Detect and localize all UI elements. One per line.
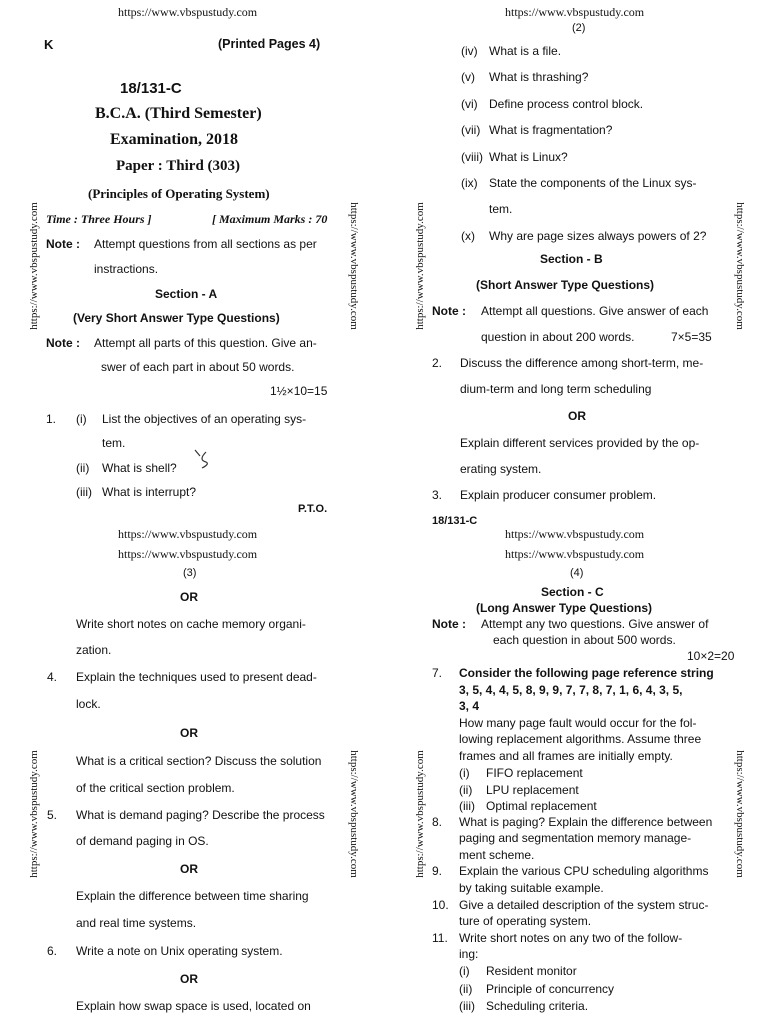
- watermark-url-vertical: https://www.vbspustudy.com: [27, 750, 40, 878]
- watermark-url-vertical: https://www.vbspustudy.com: [347, 202, 360, 330]
- list-item: Principle of concurrency: [486, 981, 615, 996]
- or-separator: OR: [180, 590, 198, 604]
- list-item: FIFO replacement: [486, 766, 583, 780]
- section-b-type: (Short Answer Type Questions): [476, 278, 655, 292]
- marks-distribution: 7×5=35: [671, 330, 712, 344]
- course-title: B.C.A. (Third Semester): [95, 105, 262, 122]
- list-item: State the components of the Linux sys-: [489, 176, 697, 190]
- list-item: What is fragmentation?: [489, 123, 613, 138]
- sub-question-number: (vi): [461, 96, 478, 111]
- note-label: Note :: [432, 617, 466, 631]
- section-c-heading: Section - C: [541, 585, 604, 599]
- section-b-heading: Section - B: [540, 252, 603, 266]
- question-text: Give a detailed description of the system struc-: [459, 898, 709, 912]
- question-text: ment scheme.: [459, 848, 535, 862]
- question-text: Explain the various CPU scheduling algorithms: [459, 864, 709, 878]
- note-label: Note :: [46, 336, 80, 350]
- page-letter: K: [44, 37, 54, 52]
- question-text: What is demand paging? Describe the process: [76, 808, 325, 822]
- sub-question-number: (i): [459, 766, 470, 780]
- question-text: paging and segmentation memory manage-: [459, 831, 692, 845]
- or-separator: OR: [180, 726, 198, 740]
- note-label: Note :: [46, 237, 80, 251]
- question-number: 10.: [432, 898, 449, 912]
- note-text: each question in about 500 words.: [493, 633, 676, 647]
- sub-question-number: (ii): [459, 782, 473, 797]
- list-item: tem.: [489, 202, 513, 217]
- pto-label: P.T.O.: [298, 503, 328, 515]
- question-text: ture of operating system.: [459, 914, 592, 928]
- note-text: question in about 200 words.: [481, 330, 635, 344]
- question-text: and real time systems.: [76, 916, 197, 930]
- page-number: (3): [183, 567, 197, 579]
- note-text: instractions.: [94, 262, 159, 276]
- question-text: erating system.: [460, 462, 542, 476]
- sub-question-number: (iii): [459, 799, 475, 813]
- or-separator: OR: [180, 862, 198, 876]
- question-number: 9.: [432, 864, 443, 878]
- list-item: Resident monitor: [486, 964, 577, 978]
- question-text: zation.: [76, 643, 112, 657]
- sub-question-number: (iii): [76, 485, 92, 499]
- watermark-url: https://www.vbspustudy.com: [505, 547, 645, 561]
- paper-title: Paper : Third (303): [116, 158, 241, 174]
- question-number: 4.: [47, 670, 58, 684]
- sub-question-number: (x): [461, 228, 475, 243]
- question-number: 8.: [432, 815, 443, 829]
- question-text: ing:: [459, 947, 479, 961]
- question-text: What is interrupt?: [102, 485, 197, 499]
- handwritten-mark: [192, 446, 212, 470]
- question-text: Explain the difference between time sharing: [76, 889, 309, 903]
- question-text: 3, 5, 4, 4, 5, 8, 9, 9, 7, 7, 8, 7, 1, 6, 4, 3, 5,: [459, 683, 683, 697]
- question-text: How many page fault would occur for the fol-: [459, 716, 697, 730]
- question-number: 2.: [432, 356, 443, 370]
- watermark-url: https://www.vbspustudy.com: [505, 5, 645, 19]
- question-text: tem.: [102, 436, 126, 450]
- sub-question-number: (v): [461, 70, 475, 85]
- list-item: What is Linux?: [489, 149, 568, 164]
- or-separator: OR: [568, 409, 586, 423]
- list-item: Optimal replacement: [486, 799, 597, 813]
- question-text: List the objectives of an operating sys-: [102, 412, 307, 426]
- question-text: Write short notes on any two of the follow-: [459, 931, 683, 945]
- watermark-url-vertical: https://www.vbspustudy.com: [27, 202, 40, 330]
- question-text: Discuss the difference among short-term, me-: [460, 356, 704, 370]
- page-number: (4): [570, 567, 584, 579]
- or-separator: OR: [180, 972, 198, 986]
- subject-title: (Principles of Operating System): [88, 186, 270, 201]
- printed-pages: (Printed Pages 4): [218, 37, 321, 51]
- watermark-url: https://www.vbspustudy.com: [505, 527, 645, 541]
- footer-code: 18/131-C: [432, 515, 478, 527]
- question-number: 1.: [46, 412, 57, 426]
- watermark-url: https://www.vbspustudy.com: [118, 5, 258, 19]
- question-text: of the critical section problem.: [76, 781, 235, 795]
- note-text: Attempt questions from all sections as per: [94, 237, 317, 251]
- question-number: 5.: [47, 808, 58, 822]
- question-text: Consider the following page reference string: [459, 666, 714, 680]
- question-text: lock.: [76, 697, 101, 711]
- section-a-type: (Very Short Answer Type Questions): [73, 311, 280, 325]
- question-text: of demand paging in OS.: [76, 834, 209, 848]
- question-number: 7.: [432, 666, 443, 680]
- list-item: Define process control block.: [489, 96, 644, 111]
- list-item: What is thrashing?: [489, 70, 589, 85]
- sub-question-number: (i): [76, 412, 87, 426]
- section-c-type: (Long Answer Type Questions): [476, 601, 653, 615]
- time-label: Time : Three Hours ]: [46, 212, 152, 226]
- list-item: Why are page sizes always powers of 2?: [489, 228, 707, 243]
- question-text: lowing replacement algorithms. Assume three: [459, 732, 702, 746]
- question-text: 3, 4: [459, 699, 480, 713]
- sub-question-number: (ix): [461, 176, 478, 190]
- question-text: What is shell?: [102, 461, 177, 475]
- question-text: What is a critical section? Discuss the solution: [76, 754, 322, 768]
- sub-question-number: (iii): [459, 999, 475, 1013]
- watermark-url-vertical: https://www.vbspustudy.com: [733, 750, 746, 878]
- sub-question-number: (i): [459, 964, 470, 978]
- marks-distribution: 1½×10=15: [270, 384, 328, 398]
- watermark-url-vertical: https://www.vbspustudy.com: [413, 202, 426, 330]
- question-text: Explain how swap space is used, located on: [76, 999, 311, 1013]
- question-text: frames and all frames are initially empty.: [459, 749, 673, 763]
- question-text: dium-term and long term scheduling: [460, 382, 652, 396]
- question-text: Explain the techniques used to present dead-: [76, 670, 317, 684]
- list-item: What is a file.: [489, 44, 562, 58]
- question-text: Write short notes on cache memory organi-: [76, 617, 306, 631]
- question-number: 11.: [432, 931, 448, 945]
- question-text: by taking suitable example.: [459, 881, 604, 895]
- note-text: swer of each part in about 50 words.: [101, 360, 295, 374]
- paper-code: 18/131-C: [120, 80, 182, 97]
- exam-title: Examination, 2018: [110, 131, 239, 148]
- note-text: Attempt all questions. Give answer of each: [481, 304, 709, 318]
- section-a-heading: Section - A: [155, 287, 218, 301]
- question-number: 6.: [47, 944, 58, 958]
- list-item: Scheduling criteria.: [486, 999, 589, 1013]
- watermark-url-vertical: https://www.vbspustudy.com: [347, 750, 360, 878]
- watermark-url-vertical: https://www.vbspustudy.com: [413, 750, 426, 878]
- marks-distribution: 10×2=20: [687, 649, 735, 663]
- sub-question-number: (iv): [461, 44, 478, 58]
- list-item: LPU replacement: [486, 782, 579, 797]
- watermark-url-vertical: https://www.vbspustudy.com: [733, 202, 746, 330]
- sub-question-number: (ii): [459, 981, 473, 996]
- page-number: (2): [572, 22, 586, 34]
- note-text: Attempt all parts of this question. Give an-: [94, 336, 317, 350]
- watermark-url: https://www.vbspustudy.com: [118, 547, 258, 561]
- question-text: What is paging? Explain the difference between: [459, 815, 713, 829]
- sub-question-number: (vii): [461, 123, 481, 138]
- question-number: 3.: [432, 488, 443, 502]
- question-text: Explain producer consumer problem.: [460, 488, 657, 502]
- note-label: Note :: [432, 304, 466, 318]
- question-text: Explain different services provided by the op-: [460, 436, 700, 450]
- note-text: Attempt any two questions. Give answer of: [481, 617, 709, 631]
- watermark-url: https://www.vbspustudy.com: [118, 527, 258, 541]
- question-text: Write a note on Unix operating system.: [76, 944, 283, 958]
- max-marks: [ Maximum Marks : 70: [212, 212, 328, 226]
- sub-question-number: (viii): [461, 149, 483, 164]
- sub-question-number: (ii): [76, 461, 90, 475]
